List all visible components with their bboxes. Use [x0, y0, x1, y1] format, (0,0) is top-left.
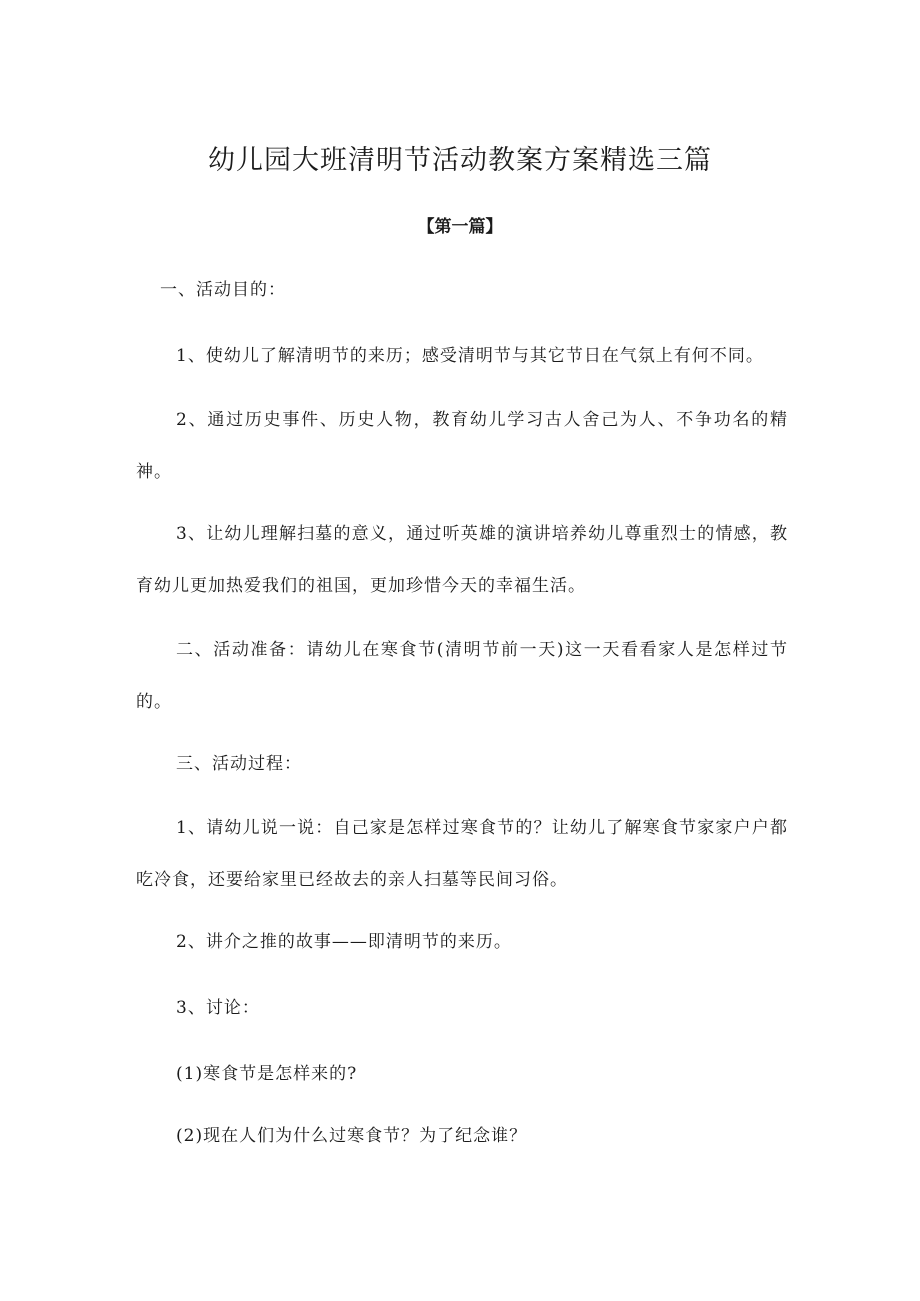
paragraph-process-3: 3、讨论：	[176, 998, 260, 1018]
paragraph-discussion-1: (1)寒食节是怎样来的?	[176, 1064, 358, 1084]
paragraph-discussion-2: (2)现在人们为什么过寒食节？为了纪念谁？	[176, 1126, 528, 1146]
paragraph-purpose-1: 1、使幼儿了解清明节的来历；感受清明节与其它节日在气氛上有何不同。	[176, 346, 764, 366]
paragraph-process-2: 2、讲介之推的故事——即清明节的来历。	[176, 932, 512, 952]
paragraph-activity-preparation: 二、活动准备：请幼儿在寒食节(清明节前一天)这一天看看家人是怎样过节的。	[136, 640, 788, 712]
section-heading: 【第一篇】	[417, 217, 503, 237]
paragraph-activity-process-heading: 三、活动过程：	[176, 754, 302, 774]
paragraph-process-1: 1、请幼儿说一说：自己家是怎样过寒食节的？让幼儿了解寒食节家家户户都吃冷食，还要给家里已经故去的亲人扫墓等民间习俗。	[136, 818, 788, 890]
paragraph-purpose-2: 2、通过历史事件、历史人物，教育幼儿学习古人舍己为人、不争功名的精神。	[136, 410, 788, 482]
paragraph-activity-purpose-heading: 一、活动目的：	[160, 280, 286, 300]
document-title: 幼儿园大班清明节活动教案方案精选三篇	[208, 145, 712, 176]
paragraph-purpose-3: 3、让幼儿理解扫墓的意义，通过听英雄的演讲培养幼儿尊重烈士的情感，教育幼儿更加热爱我们的祖国，更加珍惜今天的幸福生活。	[136, 524, 788, 596]
